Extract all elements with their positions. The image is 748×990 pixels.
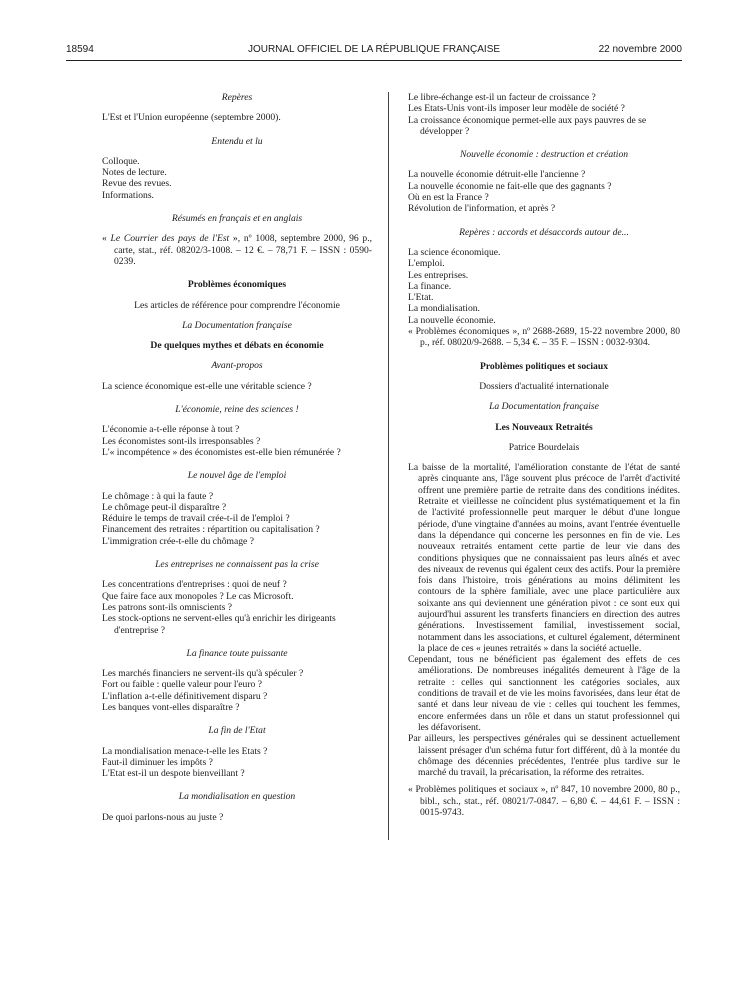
section-list [102, 381, 372, 392]
list-item: L'Etat. [408, 292, 434, 304]
section-heading: Résumés en français et en anglais [171, 213, 303, 225]
section-heading: La finance toute puissante [186, 647, 288, 659]
list-item: L'Est et l'Union européenne (septembre 2000). [102, 112, 281, 124]
list-item: Les Etats-Unis vont-ils imposer leur modèle de société ? [408, 103, 625, 115]
list-item: La croissance économique permet-elle aux pays pauvres de se développer ? [408, 114, 647, 137]
section-heading: Repères [221, 92, 253, 103]
publication-reference: « Problèmes économiques », nº 2688-2689, 15-22 novembre 2000, 80 p., réf. 08020/9-2688. – 5,34 €. – 35 F. – ISSN : 0032-9304. [408, 326, 680, 349]
list-item: Faut-il diminuer les impôts ? [102, 756, 213, 768]
body-paragraph: Cependant, tous ne bénéficient pas également des effets de ces améliorations. De nombreuses inégalités demeurent à l'âge de la retraite : celles qui sanctionnent les catégories sociales, aux conditions de travail et de vie les moins favorisées, dans leur état de santé et dans leur niveau de vie : celles qui touchent les femmes, encore enfermées dans un rôle et dans un statut professionnel qui les défavorisent. [408, 654, 680, 733]
list-item: Les banques vont-elles disparaître ? [102, 701, 240, 713]
list-item: La science économique. [408, 246, 501, 258]
publication-title: Problèmes politiques et sociaux [479, 360, 608, 372]
issue-title: Les Nouveaux Retraités [495, 421, 593, 433]
list-item: Informations. [102, 189, 154, 201]
publication-title: Problèmes économiques [187, 279, 287, 291]
section-list [102, 491, 372, 547]
entendu-list [102, 156, 372, 201]
list-item: Financement des retraites : répartition ou capitalisation ? [102, 524, 320, 536]
section-heading: La mondialisation en question [178, 791, 296, 803]
list-item: Les patrons sont-ils omniscients ? [102, 601, 233, 613]
journal-title: JOURNAL OFFICIEL DE LA RÉPUBLIQUE FRANÇAISE [247, 44, 501, 55]
section-heading: Entendu et lu [211, 135, 263, 147]
list-item: Les stock-options ne servent-elles qu'à enrichir les dirigeants d'entreprise ? [102, 613, 336, 636]
section-heading: La fin de l'Etat [208, 725, 266, 737]
issue-date: 22 novembre 2000 [598, 44, 682, 55]
body-paragraph: La baisse de la mortalité, l'amélioration constante de l'état de santé après cinquante ans, l'âge souvent plus précoce de l'arrêt d'activité offrent une première partie de retraite dans des conditions inédites. Retraite et vieillesse ne coïncident plus systématiquement et la fin de l'activité professionnelle peut marquer le début d'une longue période, d'une vingtaine d'années au moins, avant l'entrée éventuelle dans la dépendance qui concerne les personnes en fin de vie. Les nouveaux retraités entament cette partie de leur vie dans des conditions physiques que ne connaissaient pas leurs aînés et avec des niveaux de revenus qui égalent ceux des actifs. Pour la première fois dans l'histoire, trois générations au moins délimitent les contours de la sphère familiale, avec une place particulière aux soixante ans qui deviennent une génération pivot : ce sont eux qui aujourd'hui assurent les transferts financiers en direction des autres générations. Investissement familial, investissement social, notamment dans les associations, et culturel également, déterminent la place de ces « jeunes retraités » dans la société actuelle. [408, 462, 680, 654]
list-item: L'inflation a-t-elle définitivement disparu ? [102, 690, 268, 702]
list-item: Le chômage peut-il disparaître ? [102, 501, 227, 513]
publisher: La Documentation française [182, 319, 292, 331]
publication-subtitle: Les articles de référence pour comprendre l'économie [134, 299, 340, 311]
list-item: L'économie a-t-elle réponse à tout ? [102, 424, 240, 436]
list-item: Le chômage : à qui la faute ? [102, 490, 214, 502]
list-item: Notes de lecture. [102, 167, 167, 179]
list-item: La nouvelle économie. [408, 314, 496, 326]
issue-title: De quelques mythes et débats en économie [150, 340, 324, 352]
ref-title: Le Courrier des pays de l'Est [110, 233, 230, 245]
list-item: La mondialisation. [408, 303, 480, 315]
section-heading: Nouvelle économie : destruction et création [459, 149, 629, 161]
section-heading: Les entreprises ne connaissent pas la crise [155, 559, 319, 571]
section-list [102, 579, 372, 635]
list-item: Les économistes sont-ils irresponsables ? [102, 435, 261, 447]
list-item: Les entreprises. [408, 269, 469, 281]
list-item: Colloque. [102, 155, 140, 167]
section-list [102, 746, 372, 780]
list-item: La science économique est-elle une véritable science ? [102, 380, 312, 392]
right-column [408, 92, 680, 830]
list-item: Révolution de l'information, et après ? [408, 203, 556, 215]
list-item: L'Etat est-il un despote bienveillant ? [102, 768, 245, 780]
section-heading: L'économie, reine des sciences ! [175, 404, 299, 416]
page-number: 18594 [66, 44, 94, 55]
section-list [408, 92, 680, 137]
page-header [66, 44, 682, 61]
section-list [408, 247, 680, 326]
publication-reference [102, 233, 372, 267]
list-item: Les marchés financiers ne servent-ils qu'à spéculer ? [102, 668, 304, 680]
list-item: Où en est la France ? [408, 192, 489, 204]
list-item: Que faire face aux monopoles ? Le cas Microsoft. [102, 590, 294, 602]
list-item: L'emploi. [408, 258, 445, 270]
author-name: Patrice Bourdelais [508, 441, 580, 453]
list-item: La nouvelle économie détruit-elle l'ancienne ? [408, 169, 586, 181]
list-item: La nouvelle économie ne fait-elle que des gagnants ? [408, 180, 612, 192]
list-item: La finance. [408, 280, 452, 292]
publication-subtitle: Dossiers d'actualité internationale [479, 380, 609, 392]
section-heading: Avant-propos [211, 360, 263, 372]
list-item: La mondialisation menace-t-elle les Etats ? [102, 745, 268, 757]
section-heading: Le nouvel âge de l'emploi [187, 470, 287, 482]
list-item: L'immigration crée-t-elle du chômage ? [102, 535, 254, 547]
column-divider [388, 92, 389, 840]
section-list [408, 169, 680, 214]
list-item: L'« incompétence » des économistes est-elle bien rémunérée ? [102, 446, 341, 458]
section-list [102, 668, 372, 713]
list-item: Les concentrations d'entreprises : quoi de neuf ? [102, 579, 287, 591]
reperes-list [102, 112, 372, 123]
section-list [102, 812, 372, 823]
left-column [102, 92, 372, 835]
publisher: La Documentation française [489, 401, 599, 413]
ref-details: », nº 1008, septembre 2000, 96 p., carte, stat., réf. 08202/3-1008. – 12 €. – 78,71 F. – ISSN : 0590-0239. [114, 233, 372, 267]
list-item: Fort ou faible : quelle valeur pour l'euro ? [102, 679, 262, 691]
section-list [102, 424, 372, 458]
list-item: Réduire le temps de travail crée-t-il de l'emploi ? [102, 513, 290, 525]
body-paragraph: Par ailleurs, les perspectives générales qui se dessinent actuellement laissent présager d'un schéma futur fort différent, dû à la montée du chômage des décennies précédentes, l'entrée plus tardive sur le marché du travail, la précarisation, la réforme des retraites. [408, 733, 680, 779]
publication-reference: « Problèmes politiques et sociaux », nº 847, 10 novembre 2000, 80 p., bibl., sch., stat., réf. 08021/7-0847. – 6,80 €. – 44,61 F. – ISSN : 0015-9743. [408, 784, 680, 819]
ref-prefix: « [102, 233, 111, 245]
list-item: De quoi parlons-nous au juste ? [102, 811, 224, 823]
section-heading: Repères : accords et désaccords autour de... [459, 226, 629, 238]
list-item: Revue des revues. [102, 178, 172, 190]
list-item: Le libre-échange est-il un facteur de croissance ? [408, 92, 596, 103]
